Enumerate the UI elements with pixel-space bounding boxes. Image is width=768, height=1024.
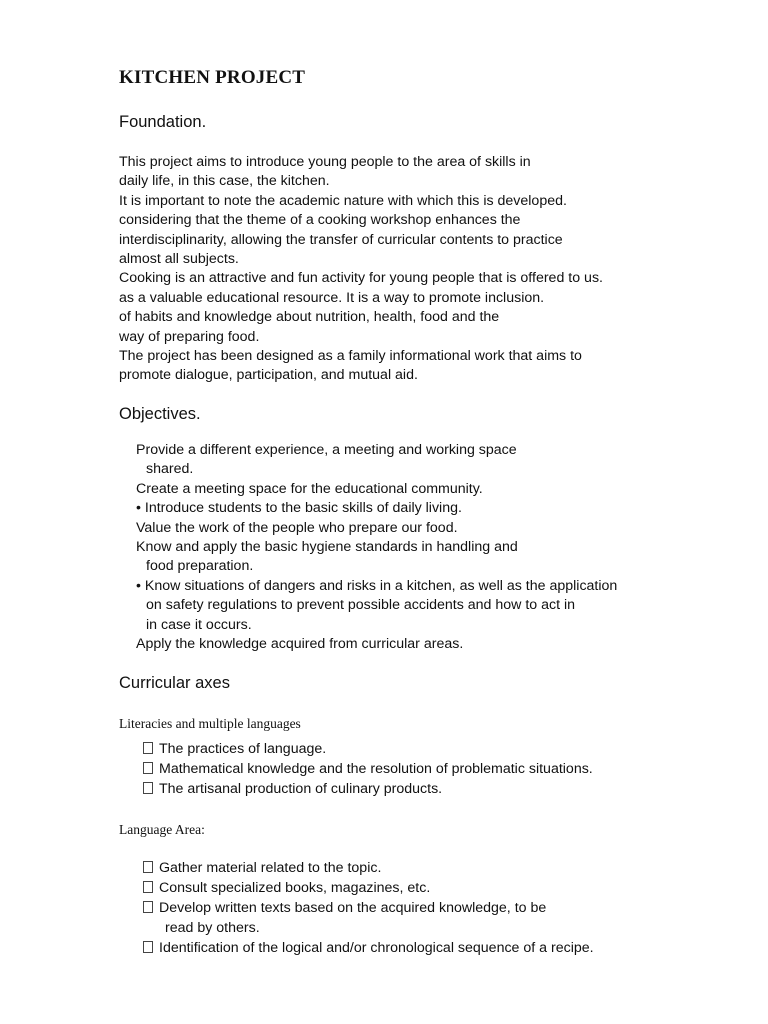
checkbox-glyph-icon	[143, 742, 153, 754]
curricular-axes-heading: Curricular axes	[119, 674, 230, 692]
list-item-text: The artisanal production of culinary products.	[159, 780, 443, 797]
literacies-subheading: Literacies and multiple languages	[119, 716, 301, 731]
foundation-line: promote dialogue, participation, and mutual aid.	[119, 367, 418, 384]
objective-line: shared.	[146, 461, 194, 478]
list-item-text: Develop written texts based on the acquired knowledge, to be	[159, 899, 547, 916]
list-item-text: Consult specialized books, magazines, etc.	[159, 879, 431, 896]
foundation-line: as a valuable educational resource. It is a way to promote inclusion.	[119, 289, 545, 306]
literacies-list	[143, 740, 593, 800]
list-item	[143, 780, 593, 800]
foundation-line: It is important to note the academic nature with which this is developed.	[119, 192, 567, 209]
objective-line: Create a meeting space for the educational community.	[136, 480, 483, 497]
foundation-line: way of preparing food.	[119, 328, 260, 345]
foundation-line: almost all subjects.	[119, 251, 239, 268]
checkbox-glyph-icon	[143, 861, 153, 873]
objective-line: food preparation.	[146, 558, 254, 575]
list-item	[143, 899, 594, 919]
objective-line: Know and apply the basic hygiene standards in handling and	[136, 539, 518, 556]
list-item-text: Mathematical knowledge and the resolution of problematic situations.	[159, 760, 593, 777]
objectives-heading: Objectives.	[119, 405, 201, 423]
list-item	[143, 740, 593, 760]
checkbox-glyph-icon	[143, 762, 153, 774]
foundation-line: considering that the theme of a cooking workshop enhances the	[119, 212, 521, 229]
objective-line: Provide a different experience, a meeting and working space	[136, 442, 517, 458]
list-item	[143, 879, 594, 899]
language-area-subheading: Language Area:	[119, 822, 205, 837]
objective-line: on safety regulations to prevent possible accidents and how to act in	[146, 597, 576, 614]
list-item-text: Gather material related to the topic.	[159, 860, 382, 876]
list-item	[143, 939, 594, 959]
objectives-list	[136, 441, 617, 654]
list-item-text: The practices of language.	[159, 741, 327, 757]
foundation-line: Cooking is an attractive and fun activity for young people that is offered to us.	[119, 270, 603, 287]
document-title: KITCHEN PROJECT	[119, 67, 306, 88]
objective-line: • Know situations of dangers and risks in a kitchen, as well as the application	[136, 577, 618, 594]
objective-line: in case it occurs.	[146, 616, 252, 633]
checkbox-glyph-icon	[143, 782, 153, 794]
list-item	[143, 760, 593, 780]
list-item	[143, 859, 594, 879]
foundation-line: of habits and knowledge about nutrition, health, food and the	[119, 309, 500, 326]
foundation-line: interdisciplinarity, allowing the transfer of curricular contents to practice	[119, 231, 563, 248]
objective-line: • Introduce students to the basic skills of daily living.	[136, 500, 462, 517]
foundation-line: This project aims to introduce young people to the area of skills in	[119, 154, 531, 170]
checkbox-glyph-icon	[143, 941, 153, 953]
list-item-continuation: read by others.	[165, 919, 260, 936]
checkbox-glyph-icon	[143, 881, 153, 893]
foundation-line: The project has been designed as a family informational work that aims to	[119, 348, 582, 365]
objective-line: Value the work of the people who prepare our food.	[136, 519, 458, 536]
list-item-text: Identification of the logical and/or chronological sequence of a recipe.	[159, 939, 594, 956]
checkbox-glyph-icon	[143, 901, 153, 913]
foundation-line: daily life, in this case, the kitchen.	[119, 173, 330, 190]
foundation-paragraph	[119, 153, 603, 386]
foundation-heading: Foundation.	[119, 113, 207, 131]
objective-line: Apply the knowledge acquired from curricular areas.	[136, 636, 464, 653]
language-area-list	[143, 859, 594, 959]
